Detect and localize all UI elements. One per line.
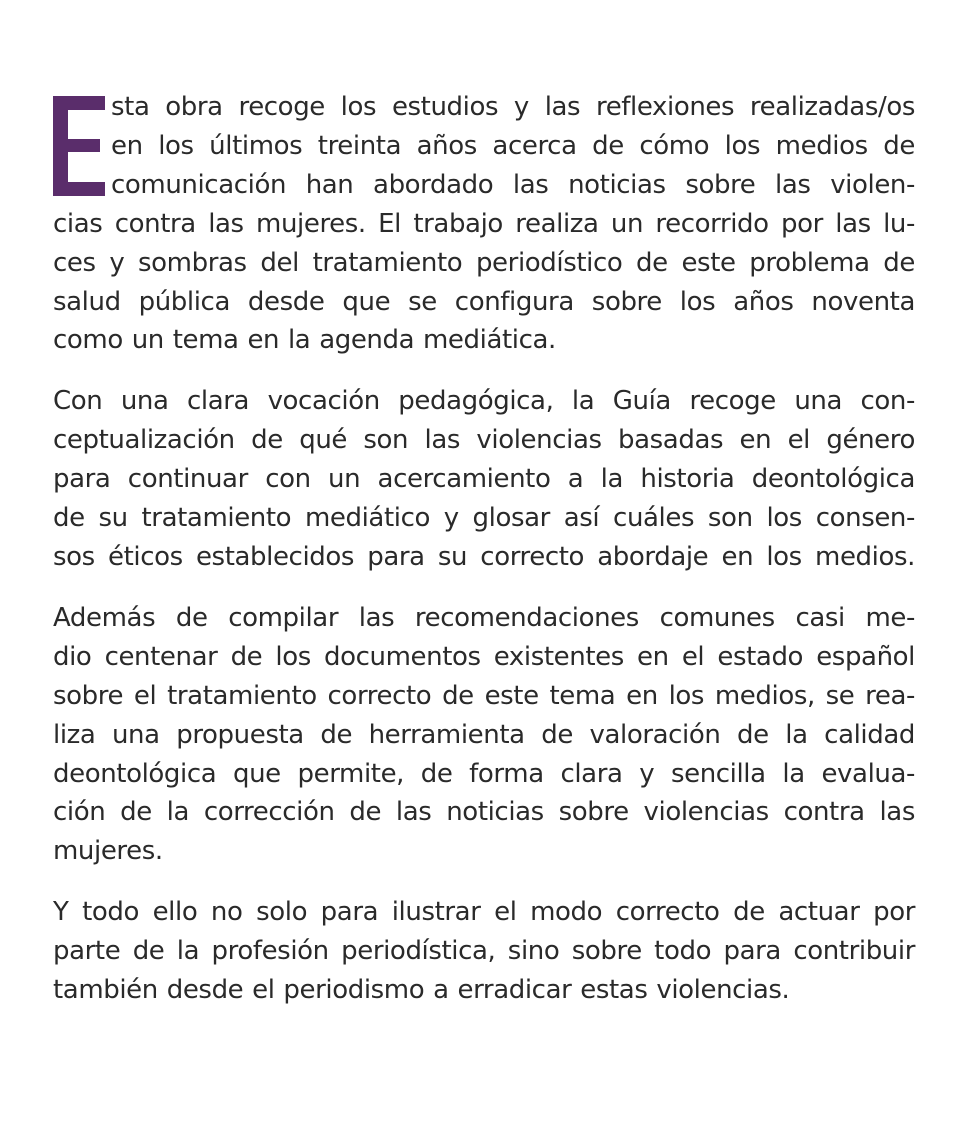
paragraph-4 [53, 893, 915, 1010]
text-line: sta obra recoge los estudios y las reflexiones realizadas/os [111, 92, 915, 122]
text-line: como un tema en la agenda mediática. [53, 325, 556, 356]
text-line: Además de compilar las recomendaciones comunes casi me- [53, 602, 915, 633]
text-line: parte de la profesión periodística, sino sobre todo para contribuir [53, 936, 915, 967]
text-line: comunicación han abordado las noticias sobre las violen- [111, 169, 915, 200]
paragraph-1 [53, 88, 915, 360]
text-line: sobre el tratamiento correcto de este tema en los medios, se rea- [53, 680, 915, 711]
text-line: salud pública desde que se configura sobre los años noventa [53, 286, 915, 317]
text-line: deontológica que permite, de forma clara y sencilla la evalua- [53, 758, 915, 789]
text-line: Con una clara vocación pedagógica, la Guía recoge una con- [53, 386, 915, 417]
text-line: sos éticos establecidos para su correcto abordaje en los medios. [53, 541, 915, 572]
document-page [53, 88, 915, 1032]
text-line: Y todo ello no solo para ilustrar el modo correcto de actuar por [53, 897, 915, 928]
text-line: cias contra las mujeres. El trabajo realiza un recorrido por las lu- [53, 208, 915, 239]
text-line: ción de la corrección de las noticias sobre violencias contra las [53, 797, 915, 828]
dropcap-letter [53, 96, 105, 196]
text-line: dio centenar de los documentos existentes en el estado español [53, 641, 915, 672]
dropcap-block [53, 88, 915, 205]
paragraph-2 [53, 382, 915, 577]
text-line: mujeres. [53, 836, 163, 867]
text-line: ces y sombras del tratamiento periodístico de este problema de [53, 247, 915, 278]
text-line: de su tratamiento mediático y glosar así cuáles son los consen- [53, 503, 915, 534]
text-line: ceptualización de qué son las violencias basadas en el género [53, 425, 915, 456]
text-line: también desde el periodismo a erradicar estas violencias. [53, 975, 790, 1006]
text-line: para continuar con un acercamiento a la historia deontológica [53, 464, 915, 495]
paragraph-3 [53, 599, 915, 871]
text-line: liza una propuesta de herramienta de valoración de la calidad [53, 719, 915, 750]
text-line: en los últimos treinta años acerca de cómo los medios de [111, 130, 915, 161]
